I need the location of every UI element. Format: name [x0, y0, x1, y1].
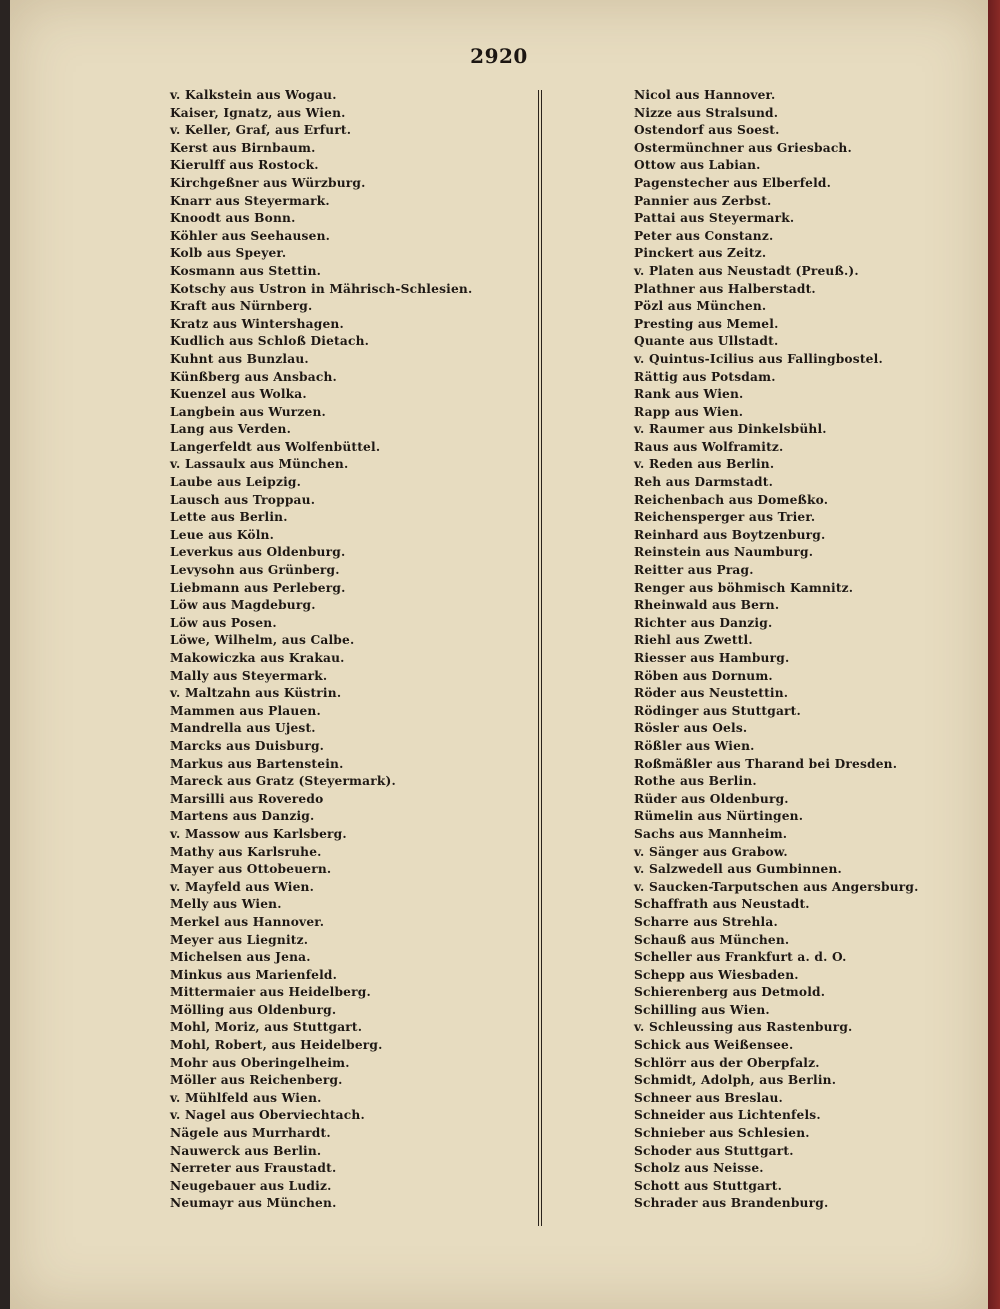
list-item: Quante aus Ullstadt. — [634, 334, 779, 349]
list-item: v. Schleussing aus Rastenburg. — [634, 1020, 853, 1035]
list-item: Rümelin aus Nürtingen. — [634, 809, 804, 824]
book-edge — [988, 0, 1000, 1309]
list-item: Rättig aus Potsdam. — [634, 369, 776, 384]
list-item: Mareck aus Gratz (Steyermark). — [170, 774, 396, 789]
list-item: Mölling aus Oldenburg. — [170, 1002, 337, 1017]
list-item: Reinstein aus Naumburg. — [634, 545, 814, 560]
list-item: Pagenstecher aus Elberfeld. — [634, 175, 832, 190]
list-item: Martens aus Danzig. — [170, 809, 315, 824]
list-item: v. Raumer aus Dinkelsbühl. — [634, 422, 827, 437]
list-item: v. Reden aus Berlin. — [634, 457, 775, 472]
list-item: Kosmann aus Stettin. — [170, 263, 322, 278]
list-item: v. Maltzahn aus Küstrin. — [170, 686, 342, 701]
list-item: Reichensperger aus Trier. — [634, 510, 816, 525]
list-item: Kuhnt aus Bunzlau. — [170, 351, 309, 366]
list-item: Lette aus Berlin. — [170, 510, 288, 525]
list-item: Levysohn aus Grünberg. — [170, 563, 340, 578]
list-item: Reichenbach aus Domeßko. — [634, 492, 829, 507]
list-item: Mohl, Robert, aus Heidelberg. — [170, 1038, 383, 1053]
list-item: Kerst aus Birnbaum. — [170, 140, 316, 155]
list-item: v. Platen aus Neustadt (Preuß.). — [634, 263, 859, 278]
list-item: Pinckert aus Zeitz. — [634, 246, 767, 261]
list-item: Scheller aus Frankfurt a. d. O. — [634, 950, 847, 965]
list-item: Pattai aus Steyermark. — [634, 211, 795, 226]
list-item: Scharre aus Strehla. — [634, 914, 778, 929]
list-item: Schmidt, Adolph, aus Berlin. — [634, 1073, 837, 1088]
list-item: Röder aus Neustettin. — [634, 686, 789, 701]
list-item: Nicol aus Hannover. — [634, 88, 776, 102]
list-item: Schoder aus Stuttgart. — [634, 1143, 794, 1158]
list-item: Ottow aus Labian. — [634, 158, 761, 173]
list-item: Richter aus Danzig. — [634, 615, 773, 630]
list-item: Schrader aus Brandenburg. — [634, 1196, 829, 1211]
list-item: Künßberg aus Ansbach. — [170, 369, 337, 384]
list-item: Schilling aus Wien. — [634, 1002, 770, 1017]
list-item: Mittermaier aus Heidelberg. — [170, 985, 371, 1000]
list-item: v. Massow aus Karlsberg. — [170, 826, 347, 841]
list-item: Rödinger aus Stuttgart. — [634, 703, 801, 718]
list-item: Knoodt aus Bonn. — [170, 211, 296, 226]
list-item: Kierulff aus Rostock. — [170, 158, 319, 173]
list-item: Schnieber aus Schlesien. — [634, 1126, 810, 1141]
list-item: v. Saucken-Tarputschen aus Angersburg. — [634, 879, 919, 894]
list-item: Schaffrath aus Neustadt. — [634, 897, 810, 912]
list-item: Merkel aus Hannover. — [170, 914, 325, 929]
list-item: v. Kalkstein aus Wogau. — [170, 88, 337, 102]
list-item: Löw aus Magdeburg. — [170, 598, 316, 613]
list-item: Nauwerck aus Berlin. — [170, 1143, 322, 1158]
list-item: Kudlich aus Schloß Dietach. — [170, 334, 370, 349]
list-item: Leue aus Köln. — [170, 527, 275, 542]
list-item: Plathner aus Halberstadt. — [634, 281, 816, 296]
list-item: Makowiczka aus Krakau. — [170, 651, 345, 665]
list-item: Laube aus Leipzig. — [170, 475, 302, 490]
list-item: Peter aus Constanz. — [634, 228, 774, 243]
list-item: v. Lassaulx aus München. — [170, 457, 349, 472]
document-page — [10, 0, 988, 1309]
list-item: Pannier aus Zerbst. — [634, 193, 772, 208]
list-item: Markus aus Bartenstein. — [170, 756, 344, 771]
list-item: Reitter aus Prag. — [634, 563, 754, 578]
list-item: Knarr aus Steyermark. — [170, 193, 330, 208]
list-item: Kratz aus Wintershagen. — [170, 316, 344, 331]
list-item: Mohr aus Oberingelheim. — [170, 1055, 350, 1070]
list-item: Kaiser, Ignatz, aus Wien. — [170, 105, 346, 120]
list-item: Röben aus Dornum. — [634, 668, 773, 683]
list-item: Rößler aus Wien. — [634, 738, 755, 753]
list-item: Meyer aus Liegnitz. — [170, 932, 309, 947]
list-item: Köhler aus Seehausen. — [170, 228, 331, 243]
list-item: Neugebauer aus Ludiz. — [170, 1178, 332, 1193]
list-item: Melly aus Wien. — [170, 897, 282, 912]
list-item: v. Keller, Graf, aus Erfurt. — [170, 123, 352, 138]
list-item: Kolb aus Speyer. — [170, 246, 287, 261]
list-item: Scholz aus Neisse. — [634, 1161, 764, 1176]
list-item: Riehl aus Zwettl. — [634, 633, 753, 648]
list-item: Mathy aus Karlsruhe. — [170, 844, 322, 859]
right-column — [634, 87, 984, 1213]
list-item: Marcks aus Duisburg. — [170, 738, 325, 753]
list-item: Presting aus Memel. — [634, 316, 779, 331]
list-item: Mandrella aus Ujest. — [170, 721, 316, 736]
list-item: Langbein aus Wurzen. — [170, 404, 326, 419]
list-item: Reh aus Darmstadt. — [634, 475, 774, 490]
list-item: Michelsen aus Jena. — [170, 950, 311, 965]
list-item: v. Mayfeld aus Wien. — [170, 879, 315, 894]
list-item: Kraft aus Nürnberg. — [170, 299, 313, 314]
list-item: Kotschy aus Ustron in Mährisch-Schlesien. — [170, 281, 473, 296]
list-item: Möller aus Reichenberg. — [170, 1073, 343, 1088]
list-item: Rothe aus Berlin. — [634, 774, 757, 789]
list-item: Schick aus Weißensee. — [634, 1038, 794, 1053]
list-item: Liebmann aus Perleberg. — [170, 580, 346, 595]
left-column — [170, 87, 530, 1213]
list-item: Rüder aus Oldenburg. — [634, 791, 789, 806]
list-item: Renger aus böhmisch Kamnitz. — [634, 580, 854, 595]
list-item: Ostermünchner aus Griesbach. — [634, 140, 852, 155]
column-divider — [538, 90, 542, 1226]
list-item: Rösler aus Oels. — [634, 721, 748, 736]
list-item: Nägele aus Murrhardt. — [170, 1126, 331, 1141]
list-item: Rheinwald aus Bern. — [634, 598, 780, 613]
list-item: v. Sänger aus Grabow. — [634, 844, 788, 859]
list-item: Roßmäßler aus Tharand bei Dresden. — [634, 756, 898, 771]
list-item: Schlörr aus der Oberpfalz. — [634, 1055, 820, 1070]
list-item: Mammen aus Plauen. — [170, 703, 321, 718]
list-item: Mohl, Moriz, aus Stuttgart. — [170, 1020, 363, 1035]
list-item: v. Salzwedell aus Gumbinnen. — [634, 862, 842, 877]
list-item: Schneider aus Lichtenfels. — [634, 1108, 821, 1123]
list-item: Mayer aus Ottobeuern. — [170, 862, 332, 877]
list-item: Löwe, Wilhelm, aus Calbe. — [170, 633, 355, 648]
list-item: v. Quintus-Icilius aus Fallingbostel. — [634, 351, 883, 366]
list-item: Riesser aus Hamburg. — [634, 651, 790, 665]
list-item: Lausch aus Troppau. — [170, 492, 316, 507]
list-item: Lang aus Verden. — [170, 422, 292, 437]
list-item: Schepp aus Wiesbaden. — [634, 967, 799, 982]
list-item: Kuenzel aus Wolka. — [170, 387, 307, 402]
list-item: Mally aus Steyermark. — [170, 668, 328, 683]
list-item: v. Nagel aus Oberviechtach. — [170, 1108, 365, 1123]
list-item: Minkus aus Marienfeld. — [170, 967, 338, 982]
list-item: Pözl aus München. — [634, 299, 767, 314]
list-item: Reinhard aus Boytzenburg. — [634, 527, 826, 542]
page-number: 2920 — [470, 44, 528, 68]
list-item: Langerfeldt aus Wolfenbüttel. — [170, 439, 381, 454]
list-item: Sachs aus Mannheim. — [634, 826, 788, 841]
list-item: Marsilli aus Roveredo — [170, 791, 324, 806]
list-item: Nizze aus Stralsund. — [634, 105, 779, 120]
list-item: Neumayr aus München. — [170, 1196, 337, 1211]
list-item: Schott aus Stuttgart. — [634, 1178, 783, 1193]
list-item: Ostendorf aus Soest. — [634, 123, 780, 138]
list-item: Raus aus Wolframitz. — [634, 439, 784, 454]
list-item: Nerreter aus Fraustadt. — [170, 1161, 337, 1176]
list-item: Rapp aus Wien. — [634, 404, 744, 419]
list-item: Schneer aus Breslau. — [634, 1090, 783, 1105]
list-item: Leverkus aus Oldenburg. — [170, 545, 346, 560]
list-item: Kirchgeßner aus Würzburg. — [170, 175, 366, 190]
list-item: Löw aus Posen. — [170, 615, 277, 630]
list-item: Schierenberg aus Detmold. — [634, 985, 826, 1000]
list-item: Rank aus Wien. — [634, 387, 744, 402]
list-item: Schauß aus München. — [634, 932, 790, 947]
list-item: v. Mühlfeld aus Wien. — [170, 1090, 322, 1105]
